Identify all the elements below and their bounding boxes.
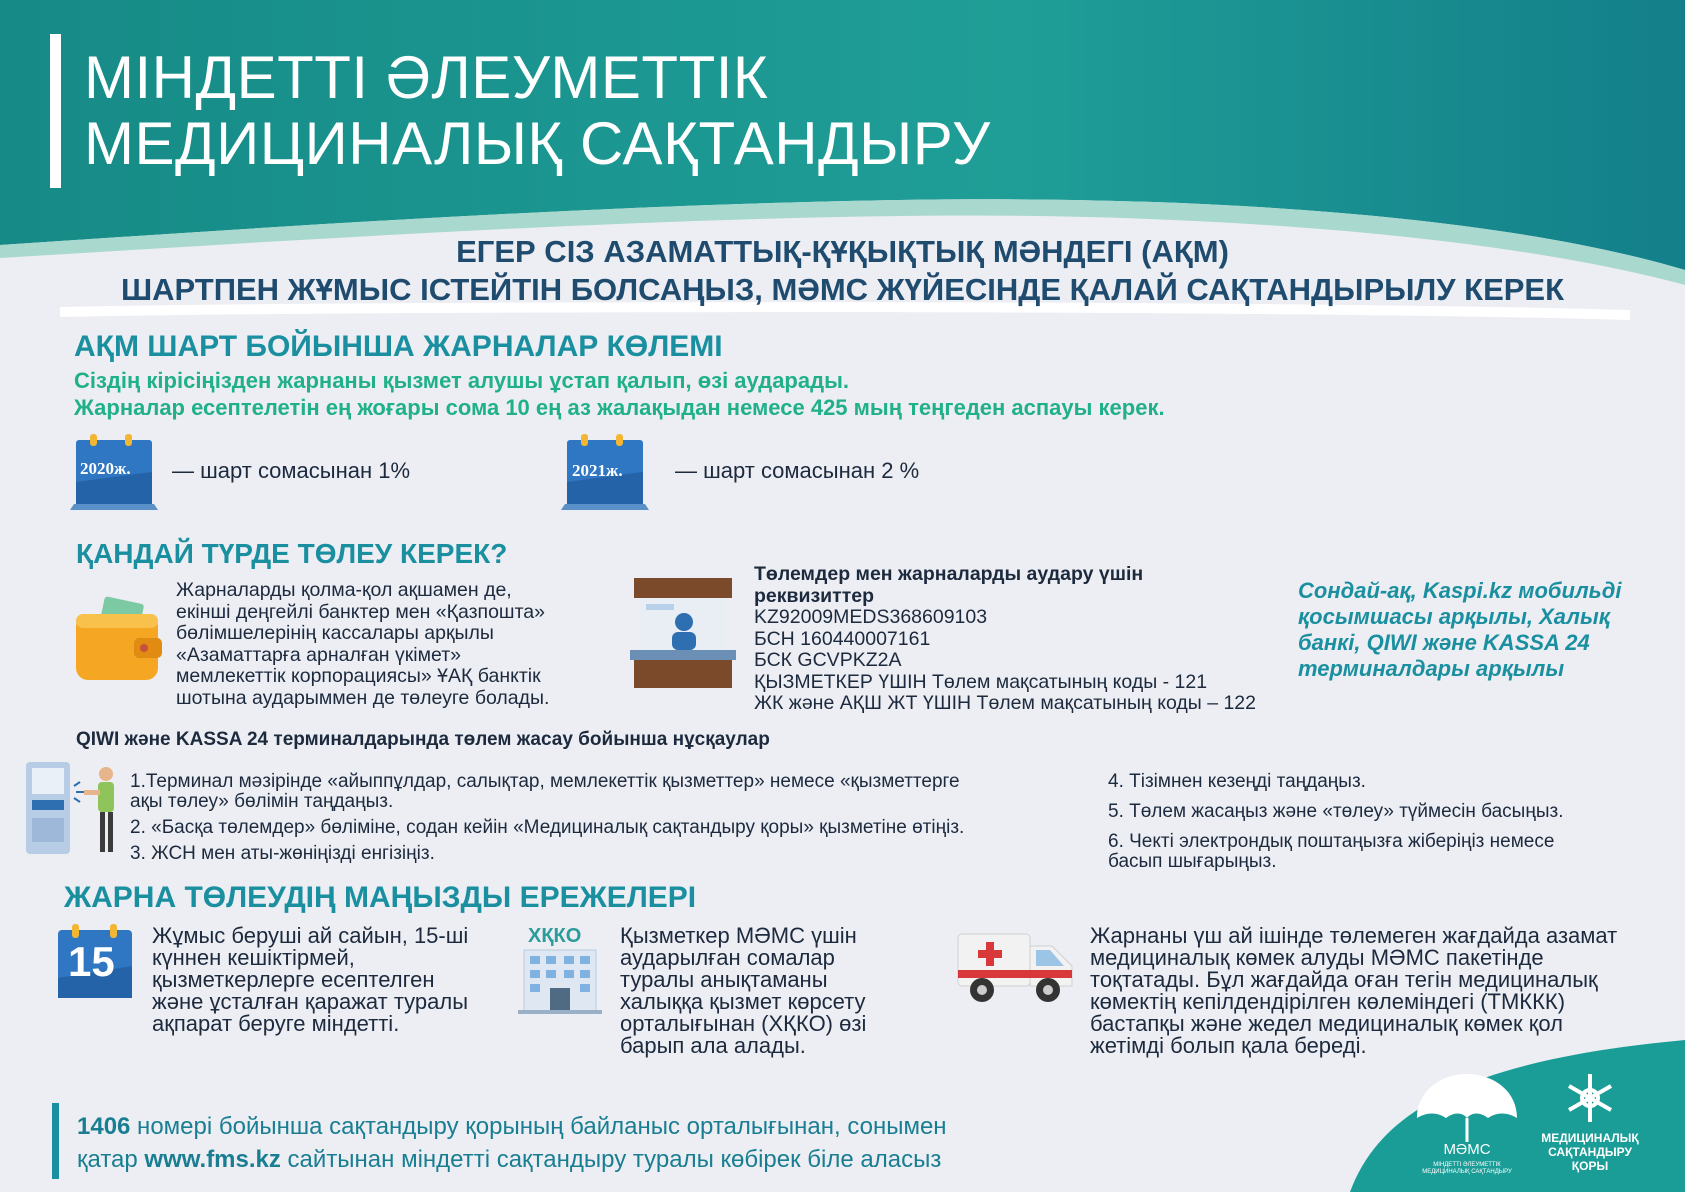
building-icon	[518, 948, 602, 1014]
rule-2-line: халыққа қызмет көрсету	[620, 989, 866, 1014]
rule-1-line: және ұсталған қаражат туралы	[152, 989, 469, 1014]
requisites-title-1: Төлемдер мен жарналарды аудару үшін	[754, 563, 1144, 585]
requisite-bin: БСН 160440007161	[754, 627, 931, 650]
title-line-2: МЕДИЦИНАЛЫҚ САҚТАНДЫРУ	[84, 110, 991, 177]
footer-line-2-start: қатар	[77, 1146, 145, 1173]
cash-line: бөлімшелерінің кассалары арқылы	[176, 622, 494, 644]
wallet-icon	[74, 596, 164, 684]
fund-caption	[1534, 1131, 1646, 1173]
cashier-desk-icon	[628, 576, 738, 690]
contributions-line-1: Сіздің кірісіңізден жарнаны қызмет алушы ұстап қалып, өзі аударады.	[74, 368, 849, 393]
rule-2-line: аударылған сомалар	[620, 945, 835, 970]
rule-1-line: ақпарат беруге міндетті.	[152, 1011, 400, 1036]
fund-snowflake-logo	[1562, 1070, 1618, 1126]
rate-2020-text: — шарт сомасынан 1%	[172, 458, 411, 483]
contributions-line-2: Жарналар есептелетін ең жоғары сома 10 ең аз жалақыдан немесе 425 мың теңгеден аспауы керек.	[74, 395, 1165, 420]
requisite-code-ie: ЖК және АҚШ ЖТ ҮШІН Төлем мақсатының коды – 122	[754, 692, 1256, 714]
terminal-heading: QIWI және KASSA 24 терминалдарында төлем жасау бойынша нұсқаулар	[76, 729, 770, 750]
requisite-bic: БСК GCVPKZ2A	[754, 649, 902, 671]
rule-1-line: күннен кешіктірмей,	[152, 945, 355, 970]
rule-3-line: бастапқы және жедел медициналық көмек қол	[1090, 1011, 1563, 1036]
mams-umbrella-logo	[1412, 1070, 1522, 1150]
kaspi-line: банкі, QIWI және KASSA 24	[1298, 630, 1590, 655]
footer-line-1-text: номері бойынша сақтандыру қорының байланыс орталығынан, сонымен	[130, 1113, 947, 1140]
rule-3-line: жетімді болып қала береді.	[1090, 1033, 1367, 1058]
fund-line-2: САҚТАНДЫРУ	[1548, 1145, 1632, 1159]
cash-line: мемлекеттік корпорациясы» ҰАҚ банктік	[176, 665, 541, 687]
kaspi-note	[1298, 578, 1621, 682]
rule-2-text	[620, 925, 866, 1057]
kaspi-line: қосымшасы арқылы, Халық	[1298, 604, 1610, 629]
payment-heading: ҚАНДАЙ ТҮРДЕ ТӨЛЕУ КЕРЕК?	[76, 538, 508, 569]
rule-1-text	[152, 925, 468, 1035]
rules-heading: ЖАРНА ТӨЛЕУДІҢ МАҢЫЗДЫ ЕРЕЖЕЛЕРІ	[64, 881, 697, 914]
terminal-step-6-a: 6. Чекті электрондық поштаңызға жіберіңіз немесе	[1108, 831, 1555, 852]
footer-accent-bar	[52, 1103, 59, 1179]
contributions-heading: АҚМ ШАРТ БОЙЫНША ЖАРНАЛАР КӨЛЕМІ	[74, 330, 723, 363]
footer-line-2-text: сайтынан міндетті сақтандыру туралы көбірек біле аласыз	[280, 1146, 942, 1173]
requisite-iban: KZ92009MEDS368609103	[754, 606, 988, 628]
footer-phone: 1406	[77, 1113, 131, 1140]
rule-1-line: Жұмыс беруші ай сайын, 15-ші	[152, 923, 469, 948]
ambulance-icon	[956, 930, 1078, 1006]
terminal-step-1-b: ақы төлеу» бөлімін таңдаңыз.	[130, 791, 394, 812]
rule-3-line: Жарнаны үш ай ішінде төлемеген жағдайда азамат	[1090, 923, 1618, 948]
title-line-1: МІНДЕТТІ ӘЛЕУМЕТТІК	[84, 44, 769, 111]
subtitle-line-2: ШАРТПЕН ЖҰМЫС ІСТЕЙТІН БОЛСАҢЫЗ, МӘМС ЖҮЙЕСІНДЕ ҚАЛАЙ САҚТАНДЫРЫЛУ КЕРЕК	[120, 272, 1565, 307]
subtitle-line-1: ЕГЕР СІЗ АЗАМАТТЫҚ-ҚҰҚЫҚТЫҚ МӘНДЕГІ (АҚМ)	[456, 234, 1229, 269]
mams-small-text: МІНДЕТТІ ӘЛЕУМЕТТІК МЕДИЦИНАЛЫҚ САҚТАНДЫРУ	[1422, 1162, 1512, 1175]
rule-3-line: көмектің кепілдендірілген көлеміндегі (ТМККК)	[1090, 989, 1566, 1014]
footer-line-2	[77, 1143, 947, 1176]
terminal-step-1-a: 1.Терминал мәзірінде «айыппұлдар, салықтар, мемлекеттік қызметтер» немесе «қызметтерге	[130, 771, 960, 792]
terminal-step-2: 2. «Басқа төлемдер» бөліміне, содан кейін «Медициналық сақтандыру қоры» қызметіне өтіңіз.	[130, 817, 965, 838]
kaspi-line: терминалдары арқылы	[1298, 656, 1565, 681]
rule-1-line: қызметкерлерге есептелген	[152, 967, 435, 992]
requisites-title-2: реквизиттер	[754, 584, 875, 607]
rule-2-line: барып ала алады.	[620, 1033, 806, 1058]
kaspi-line: Сондай-ақ, Kaspi.kz мобильді	[1298, 578, 1622, 603]
fund-line-1: МЕДИЦИНАЛЫҚ	[1541, 1131, 1639, 1145]
terminal-steps-left	[130, 772, 964, 870]
rule-3-line: тоқтатады. Бұл жағдайда оған тегін медициналық	[1090, 967, 1598, 992]
rule-2-line: туралы анықтаманы	[620, 967, 828, 992]
page-title	[84, 45, 991, 177]
terminal-steps-right	[1108, 772, 1563, 878]
building-label: ХҚКО	[528, 925, 582, 947]
terminal-step-6-b: басып шығарыңыз.	[1108, 851, 1277, 872]
cash-line: екінші деңгейлі банктер мен «Қазпошта»	[176, 600, 545, 623]
cash-payment-text	[176, 580, 549, 709]
terminal-user-icon	[24, 760, 124, 856]
rule-3-line: медициналық көмек алуды МӘМС пакетінде	[1090, 945, 1544, 970]
footer-site-link[interactable]: www.fms.kz	[144, 1146, 281, 1173]
calendar-2021-label: 2021ж.	[572, 461, 623, 480]
footer-contact-text	[77, 1110, 947, 1176]
subtitle	[0, 233, 1685, 309]
fund-line-3: ҚОРЫ	[1571, 1159, 1609, 1173]
requisite-code-employee: ҚЫЗМЕТКЕР ҮШІН Төлем мақсатының коды - 121	[754, 670, 1208, 693]
cash-line: «Азаматтарға арналған үкімет»	[176, 643, 461, 666]
title-accent-bar	[50, 34, 61, 188]
footer-line-1	[77, 1110, 947, 1143]
calendar-2020-label: 2020ж.	[80, 459, 131, 478]
rule-2-line: орталығынан (ХҚКО) өзі	[620, 1011, 867, 1036]
terminal-step-6	[1108, 832, 1563, 872]
rate-2021-text: — шарт сомасынан 2 %	[675, 458, 920, 483]
terminal-step-4: 4. Тізімнен кезеңді таңдаңыз.	[1108, 771, 1366, 792]
terminal-step-1	[130, 772, 964, 812]
rule-2-line: Қызметкер МӘМС үшін	[620, 923, 857, 948]
terminal-step-3: 3. ЖСН мен аты-жөніңізді енгізіңіз.	[130, 843, 435, 864]
mams-label: МӘМС	[1443, 1141, 1491, 1158]
cash-line: Жарналарды қолма-қол ақшамен де,	[176, 579, 512, 601]
terminal-step-5: 5. Төлем жасаңыз және «төлеу» түймесін басыңыз.	[1108, 801, 1564, 822]
requisites-block	[754, 564, 1256, 715]
calendar-15-number: 15	[68, 938, 115, 985]
cash-line: шотына аударыммен де төлеуге болады.	[176, 686, 550, 709]
